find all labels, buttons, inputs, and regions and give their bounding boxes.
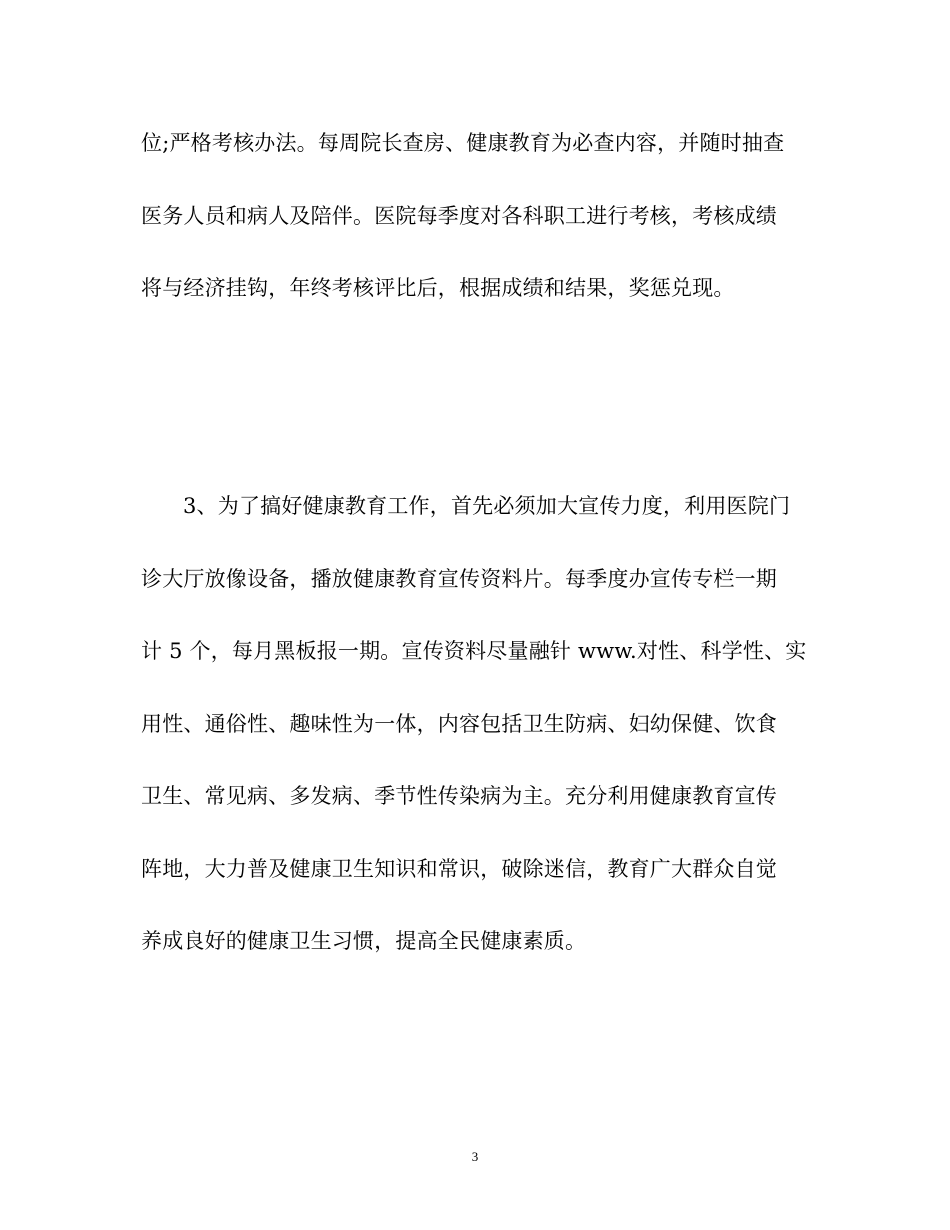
paragraph-2-line-3: 计 5 个，每月黑板报一期。宣传资料尽量融针 www.对性、科学性、实 <box>141 639 807 663</box>
page-number: 3 <box>471 1149 479 1164</box>
paragraph-2-line-2: 诊大厅放像设备，播放健康教育宣传资料片。每季度办宣传专栏一期 <box>141 567 777 591</box>
paragraph-1-line-1: 位;严格考核办法。每周院长查房、健康教育为必查内容，并随时抽查 <box>141 131 785 155</box>
paragraph-2-line-6: 阵地，大力普及健康卫生知识和常识，破除迷信，教育广大群众自觉 <box>141 857 777 881</box>
paragraph-1-line-3: 将与经济挂钩，年终考核评比后，根据成绩和结果，奖惩兑现。 <box>141 276 735 300</box>
paragraph-2-line-4: 用性、通俗性、趣味性为一体，内容包括卫生防病、妇幼保健、饮食 <box>141 712 777 736</box>
paragraph-2-line-5: 卫生、常见病、多发病、季节性传染病为主。充分利用健康教育宣传 <box>141 784 777 808</box>
paragraph-1-line-2: 医务人员和病人及陪伴。医院每季度对各科职工进行考核，考核成绩 <box>141 204 777 228</box>
paragraph-2-line-1: 3、为了搞好健康教育工作，首先必须加大宣传力度，利用医院门 <box>183 494 791 518</box>
paragraph-2-line-7: 养成良好的健康卫生习惯，提高全民健康素质。 <box>141 929 587 953</box>
